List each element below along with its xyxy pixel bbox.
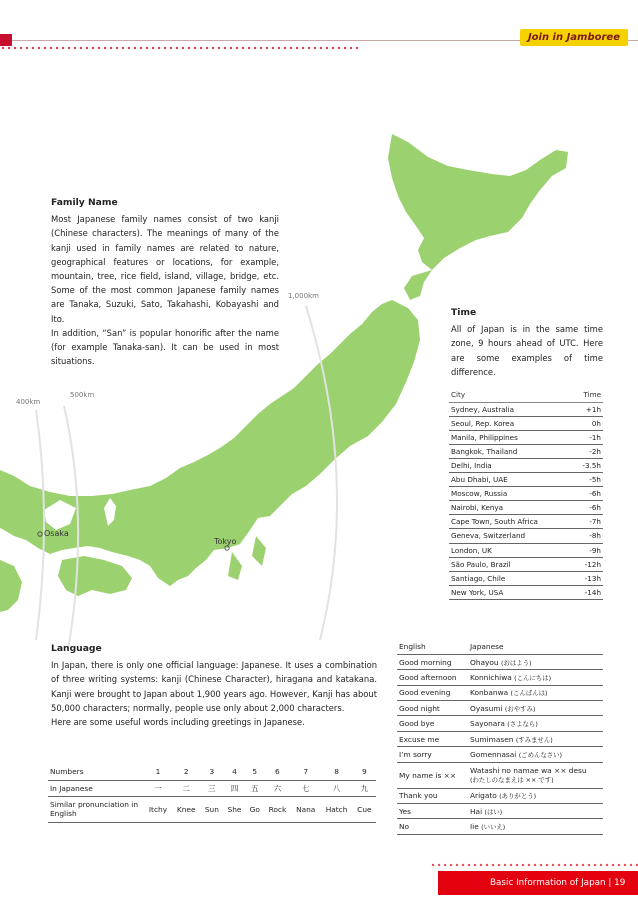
romaji: Hai xyxy=(470,806,483,816)
kanji-cell: 六 xyxy=(264,780,291,796)
table-header xyxy=(397,639,603,654)
col-city: City xyxy=(449,388,572,402)
kanji-cell: 九 xyxy=(353,780,376,796)
english-cell: Good night xyxy=(397,701,468,716)
time-paragraph: All of Japan is in the same time zone, 9 hours ahead of UTC. Here are some examples of time difference. xyxy=(451,324,603,377)
table-row xyxy=(397,654,603,669)
time-cell: -5h xyxy=(572,473,603,487)
romaji: Iie xyxy=(470,822,479,832)
language-section xyxy=(51,642,377,729)
table-row xyxy=(449,430,603,444)
romaji: Konbanwa xyxy=(470,688,509,698)
kanji-cell: 三 xyxy=(200,780,223,796)
table-row xyxy=(449,529,603,543)
greetings-table xyxy=(397,639,603,835)
kana: (すみません) xyxy=(515,735,553,744)
city-cell: Nairobi, Kenya xyxy=(449,501,572,515)
city-cell: Bangkok, Thailand xyxy=(449,444,572,458)
col-japanese: Japanese xyxy=(468,639,603,654)
table-row xyxy=(449,543,603,557)
distance-1000km: 1,000km xyxy=(288,292,319,300)
footer-text: Basic Information of Japan | 19 xyxy=(490,878,626,888)
time-cell: -12h xyxy=(572,557,603,571)
time-cell: +1h xyxy=(572,402,603,416)
time-cell: -2h xyxy=(572,444,603,458)
kana: (さよなら) xyxy=(507,720,538,729)
language-heading: Language xyxy=(51,643,102,654)
city-cell: Sydney, Australia xyxy=(449,402,572,416)
kanji-cell: 八 xyxy=(320,780,352,796)
header-dots xyxy=(0,45,360,51)
english-cell: No xyxy=(397,819,468,834)
english-cell: Yes xyxy=(397,804,468,819)
table-row xyxy=(397,685,603,700)
table-row xyxy=(397,716,603,731)
english-cell: Thank you xyxy=(397,788,468,803)
table-row xyxy=(397,788,603,803)
city-cell: Cape Town, South Africa xyxy=(449,515,572,529)
similar-cell: Itchy xyxy=(144,796,172,822)
romaji: Watashi no namae wa ×× desu xyxy=(470,766,587,776)
city-tokyo: Tokyo xyxy=(214,537,237,546)
table-row xyxy=(449,557,603,571)
city-osaka: Osaka xyxy=(44,529,69,538)
time-cell: 0h xyxy=(572,416,603,430)
city-cell: Abu Dhabi, UAE xyxy=(449,473,572,487)
english-cell: I’m sorry xyxy=(397,747,468,762)
language-paragraph: In Japan, there is only one official language: Japanese. It uses a combination of three writing systems: kanji (Chinese Character), hiragana and katakana. Kanji were brought to Japan about 1,900 years ago. However, Kanji has about 50,000 characters; normally, people use only about 2,000 characters. xyxy=(51,660,377,713)
table-row xyxy=(449,444,603,458)
city-cell: São Paulo, Brazil xyxy=(449,557,572,571)
kana: (ありがとう) xyxy=(499,792,537,801)
time-cell: -8h xyxy=(572,529,603,543)
numbers-table xyxy=(48,764,376,823)
english-cell: Good evening xyxy=(397,685,468,700)
table-row xyxy=(397,762,603,788)
time-section xyxy=(451,306,603,379)
city-cell: New York, USA xyxy=(449,585,572,599)
table-row xyxy=(397,731,603,746)
japanese-cell xyxy=(468,762,603,788)
city-cell: Santiago, Chile xyxy=(449,571,572,585)
similar-cell: Rock xyxy=(264,796,291,822)
table-row xyxy=(449,501,603,515)
digit-cell: 1 xyxy=(144,764,172,780)
city-cell: Manila, Philippines xyxy=(449,430,572,444)
japanese-cell xyxy=(468,819,603,834)
japanese-cell xyxy=(468,731,603,746)
table-row xyxy=(48,764,376,780)
kanji-cell: 一 xyxy=(144,780,172,796)
time-cell: -1h xyxy=(572,430,603,444)
kana: (わたしのなまえは ×× です) xyxy=(470,776,554,785)
digit-cell: 3 xyxy=(200,764,223,780)
kana: (はい) xyxy=(484,807,503,816)
digit-cell: 4 xyxy=(223,764,246,780)
table-row xyxy=(449,515,603,529)
japanese-cell xyxy=(468,747,603,762)
romaji: Arigato xyxy=(470,791,497,801)
time-cell: -7h xyxy=(572,515,603,529)
kana: (いいえ) xyxy=(481,823,506,832)
kana: (おはよう) xyxy=(500,658,532,667)
english-cell: Good bye xyxy=(397,716,468,731)
table-row xyxy=(48,796,376,822)
similar-cell: Knee xyxy=(172,796,201,822)
shikoku-shape xyxy=(58,556,132,596)
japanese-cell xyxy=(468,804,603,819)
time-cell: -6h xyxy=(572,487,603,501)
col-time: Time xyxy=(572,388,603,402)
family-name-heading: Family Name xyxy=(51,197,118,208)
kanji-cell: 二 xyxy=(172,780,201,796)
city-cell: Delhi, India xyxy=(449,458,572,472)
time-cell: -13h xyxy=(572,571,603,585)
similar-cell: Hatch xyxy=(320,796,352,822)
digit-cell: 8 xyxy=(320,764,352,780)
digit-cell: 6 xyxy=(264,764,291,780)
table-row xyxy=(449,416,603,430)
hokkaido-shape xyxy=(388,134,568,270)
header-title: Join in Jamboree xyxy=(520,29,628,46)
similar-cell: Go xyxy=(246,796,264,822)
japanese-cell xyxy=(468,716,603,731)
footer-bar xyxy=(438,871,638,895)
romaji: Sumimasen xyxy=(470,734,514,744)
romaji: Konnichiwa xyxy=(470,672,512,682)
distance-500km: 500km xyxy=(70,391,95,399)
romaji: Ohayou xyxy=(470,657,499,667)
table-row xyxy=(449,458,603,472)
table-row xyxy=(397,670,603,685)
family-name-section xyxy=(51,196,279,368)
time-cell: -14h xyxy=(572,585,603,599)
similar-cell: Nana xyxy=(291,796,320,822)
english-cell: My name is ×× xyxy=(397,762,468,788)
row-label-numbers: Numbers xyxy=(48,764,144,780)
time-cell: -6h xyxy=(572,501,603,515)
kana: (ごめんなさい) xyxy=(518,750,563,759)
english-cell: Good morning xyxy=(397,654,468,669)
kanji-cell: 四 xyxy=(223,780,246,796)
japanese-cell xyxy=(468,701,603,716)
table-row xyxy=(397,819,603,834)
city-cell: London, UK xyxy=(449,543,572,557)
table-row xyxy=(449,473,603,487)
table-row xyxy=(48,780,376,796)
japanese-cell xyxy=(468,788,603,803)
japanese-cell xyxy=(468,654,603,669)
digit-cell: 7 xyxy=(291,764,320,780)
table-row xyxy=(397,804,603,819)
city-cell: Seoul, Rep. Korea xyxy=(449,416,572,430)
city-cell: Geneva, Switzerland xyxy=(449,529,572,543)
table-header xyxy=(449,388,603,402)
row-label-similar: Similar pronunciation in English xyxy=(48,796,144,822)
family-name-paragraph-2: In addition, “San” is popular honorific after the name (for example Tanaka-san). It can be used in most situations. xyxy=(51,327,279,367)
table-row xyxy=(449,571,603,585)
romaji: Oyasumi xyxy=(470,703,503,713)
romaji: Gomennasai xyxy=(470,749,517,759)
language-paragraph-2: Here are some useful words including greetings in Japanese. xyxy=(51,717,305,728)
family-name-paragraph-1: Most Japanese family names consist of two kanji (Chinese characters). The meanings of many of the kanji used in family names are related to nature, geographical features or locations, for example, mountain, tree, rice field, island, village, bridge, etc. Some of the most common Japanese family names are Tanaka, Suzuki, Sato, Takahashi, Kobayashi and Ito. xyxy=(51,214,279,324)
time-heading: Time xyxy=(451,307,477,318)
english-cell: Excuse me xyxy=(397,731,468,746)
col-english: English xyxy=(397,639,468,654)
digit-cell: 5 xyxy=(246,764,264,780)
english-cell: Good afternoon xyxy=(397,670,468,685)
kanji-cell: 五 xyxy=(246,780,264,796)
table-row xyxy=(449,585,603,599)
time-cell: -9h xyxy=(572,543,603,557)
similar-cell: She xyxy=(223,796,246,822)
table-row xyxy=(397,747,603,762)
similar-cell: Sun xyxy=(200,796,223,822)
kana: (こんにちは) xyxy=(514,673,552,682)
japanese-cell xyxy=(468,670,603,685)
digit-cell: 9 xyxy=(353,764,376,780)
digit-cell: 2 xyxy=(172,764,201,780)
distance-400km: 400km xyxy=(16,398,41,406)
kanji-cell: 七 xyxy=(291,780,320,796)
table-row xyxy=(397,701,603,716)
time-difference-table xyxy=(449,388,603,600)
table-row xyxy=(449,487,603,501)
kana: (おやすみ) xyxy=(504,704,536,713)
city-cell: Moscow, Russia xyxy=(449,487,572,501)
romaji: Sayonara xyxy=(470,719,505,729)
kana: (こんばんは) xyxy=(510,689,548,698)
footer-dots xyxy=(430,862,638,868)
table-row xyxy=(449,402,603,416)
row-label-japanese: In Japanese xyxy=(48,780,144,796)
japanese-cell xyxy=(468,685,603,700)
similar-cell: Cue xyxy=(353,796,376,822)
time-cell: -3.5h xyxy=(572,458,603,472)
